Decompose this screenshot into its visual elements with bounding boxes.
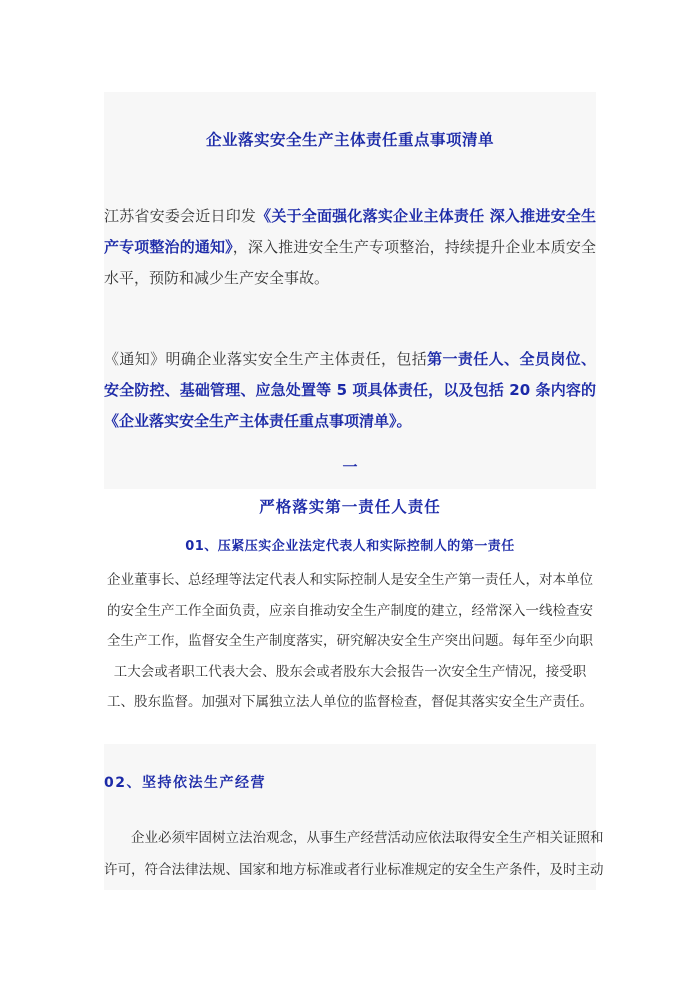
item-01-line: 工大会或者职工代表大会、股东会或者股东大会报告一次安全生产情况，接受职 xyxy=(113,663,587,680)
item-02-line: 企业必须牢固树立法治观念，从事生产经营活动应依法取得安全生产相关证照和 xyxy=(131,830,604,846)
part-number: 一 xyxy=(342,458,358,476)
section-heading: 严格落实第一责任人责任 xyxy=(259,498,441,516)
intro-text-after: ，深入推进安全生产专项整治，持续提升企业本质安全水平，预防和减少生产安全事故。 xyxy=(104,238,596,287)
item-01-line: 工、股东监督。加强对下属独立法人单位的监督检查，督促其落实安全生产责任。 xyxy=(107,694,593,710)
notice-paragraph xyxy=(104,344,596,437)
notice-highlight: 第一责任人、全员岗位、安全防控、基础管理、应急处置等 5 项具体责任，以及包括 20 条内容的《企业落实安全生产主体责任重点事项清单》。 xyxy=(104,350,596,430)
notice-text-before: 《通知》明确企业落实安全生产主体责任，包括 xyxy=(104,350,428,368)
item-01-heading: 01、压紧压实企业法定代表人和实际控制人的第一责任 xyxy=(185,539,515,554)
intro-paragraph xyxy=(104,201,596,294)
item-01-line: 企业董事长、总经理等法定代表人和实际控制人是安全生产第一责任人，对本单位 xyxy=(107,572,593,588)
item-02-line: 许可，符合法律法规、国家和地方标准或者行业标准规定的安全生产条件，及时主动 xyxy=(104,862,604,878)
notice-title-highlight: 《关于全面强化落实企业主体责任 深入推进安全生产专项整治的通知》 xyxy=(104,207,596,256)
item-01-line: 全生产工作，监督安全生产制度落实，研究解决安全生产突出问题。每年至少向职 xyxy=(107,633,593,649)
intro-text-before: 江苏省安委会近日印发 xyxy=(104,207,257,225)
document-title: 企业落实安全生产主体责任重点事项清单 xyxy=(205,131,494,149)
item-01-body xyxy=(104,565,596,718)
item-02-body xyxy=(104,822,604,886)
item-01-line: 的安全生产工作全面负责，应亲自推动安全生产制度的建立，经常深入一线检查安 xyxy=(107,602,593,619)
item-02-heading: 02、坚持依法生产经营 xyxy=(104,775,266,791)
